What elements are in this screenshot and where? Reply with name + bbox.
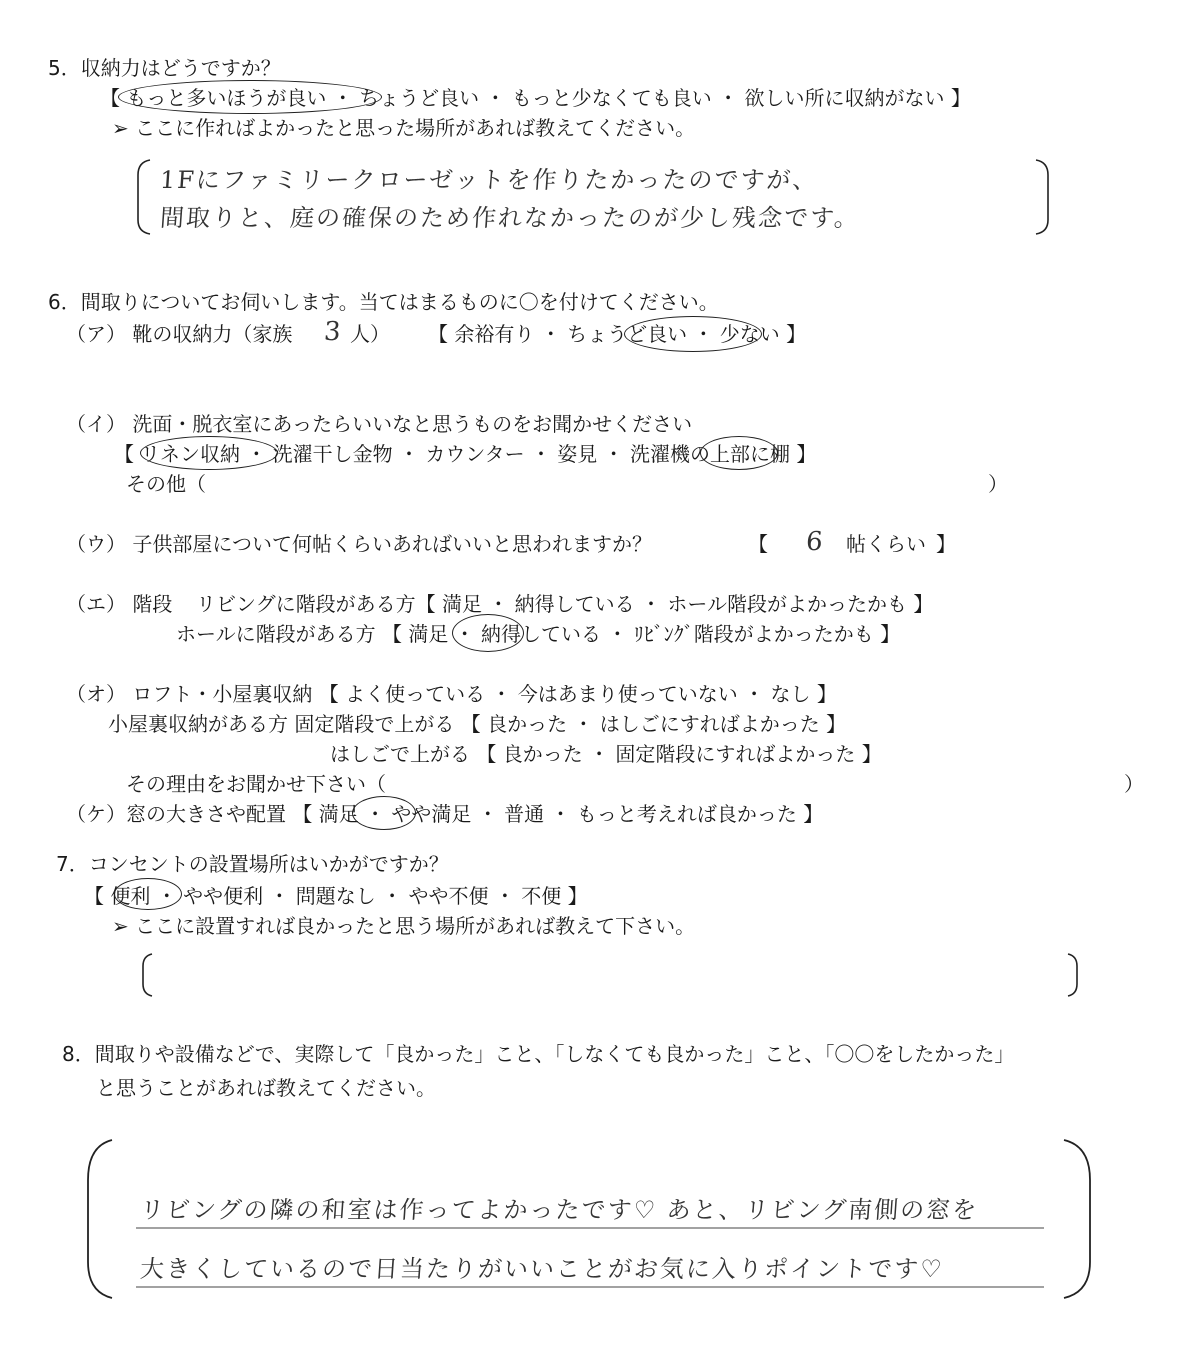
q6e-selected-circle	[452, 614, 524, 652]
q5-answer-line1: 1Fにファミリークローゼットを作りたかったのですが、	[159, 166, 820, 194]
q6o-reason-close: ）	[1124, 772, 1144, 796]
q6ke-selected-circle	[352, 796, 416, 830]
q6u-answer: 6	[804, 527, 826, 557]
q8-title2: と思うことがあれば教えてください。	[96, 1076, 436, 1100]
q8-answer-line1: リビングの隣の和室は作ってよかったです♡ あと、リビング南側の窓を	[139, 1196, 980, 1224]
q6o-row2: はしごで上がる 【 良かった ・ 固定階段にすればよかった 】	[330, 742, 882, 766]
q6i-options: 【 リネン収納 ・ 洗濯干し金物 ・ カウンター ・ 姿見 ・ 洗濯機の上部に棚 】	[114, 442, 817, 466]
q6e-row1: リビングに階段がある方【 満足 ・ 納得している ・ ホール階段がよかったかも 】	[196, 592, 934, 616]
q5-prompt: ➢ ここに作ればよかったと思った場所があれば教えてください。	[112, 116, 696, 140]
q6a-suffix: 人）	[350, 322, 390, 346]
q8-answer-line2: 大きくしているので日当たりがいいことがお気に入りポイントです♡	[139, 1255, 945, 1283]
q6u-close: 】	[936, 532, 956, 556]
q6o-reason-label: その理由をお聞かせ下さい（	[126, 772, 386, 796]
q6a-selected-circle	[624, 316, 762, 352]
q6a-family-count: 3	[322, 317, 344, 347]
q6o-row1: 小屋裏収納がある方 固定階段で上がる 【 良かった ・ はしごにすればよかった 】	[108, 712, 847, 736]
q6i-other-label: その他（	[126, 472, 206, 496]
q6o-label: （オ） ロフト・小屋裏収納 【 よく使っている ・ 今はあまり使っていない ・ なし 】	[66, 682, 837, 706]
q7-title: 7．コンセントの設置場所はいかがですか？	[56, 852, 449, 876]
q6e-label: （エ） 階段	[66, 592, 173, 616]
q5-title: 5．収納力はどうですか？	[48, 56, 281, 80]
q6u-open: 【	[748, 532, 768, 556]
q6i-other-close: ）	[988, 472, 1008, 496]
q7-selected-circle	[114, 878, 182, 910]
q8-title: 8．間取りや設備などで、実際して「良かった」こと、「しなくても良かった」こと、「〇〇をしたかった」	[62, 1042, 1015, 1066]
q6i-selected-circle-mirror	[700, 436, 778, 470]
q5-selected-circle	[118, 80, 382, 114]
q6a-options: 【 余裕有り ・ ちょうど良い ・ 少ない 】	[428, 322, 807, 346]
q6-title: 6．間取りについてお伺いします。当てはまるものに〇を付けてください。	[48, 290, 719, 314]
q7-options: 【 便利 ・ やや便利 ・ 問題なし ・ やや不便 ・ 不便 】	[84, 884, 588, 908]
q6u-label: （ウ） 子供部屋について何帖くらいあればいいと思われますか？	[66, 532, 652, 556]
q6i-selected-circle-linen	[140, 436, 278, 470]
q6ke-label: （ケ）窓の大きさや配置 【 満足 ・ やや満足 ・ 普通 ・ もっと考えれば良かった 】	[66, 802, 824, 826]
q5-options: 【 もっと多いほうが良い ・ ちょうど良い ・ もっと少なくても良い ・ 欲しい所に収納がない 】	[100, 86, 971, 110]
q5-answer-line2: 間取りと、庭の確保のため作れなかったのが少し残念です。	[159, 204, 862, 232]
q6u-unit: 帖くらい	[846, 532, 926, 556]
q7-prompt: ➢ ここに設置すれば良かったと思う場所があれば教えて下さい。	[112, 914, 696, 938]
q6a-label: （ア） 靴の収納力（家族	[66, 322, 293, 346]
q6e-row2: ホールに階段がある方 【 満足 ・ 納得している ・ ﾘﾋﾞﾝｸﾞ階段がよかったかも 】	[176, 622, 901, 646]
q6i-label: （イ） 洗面・脱衣室にあったらいいなと思うものをお聞かせください	[66, 412, 693, 436]
